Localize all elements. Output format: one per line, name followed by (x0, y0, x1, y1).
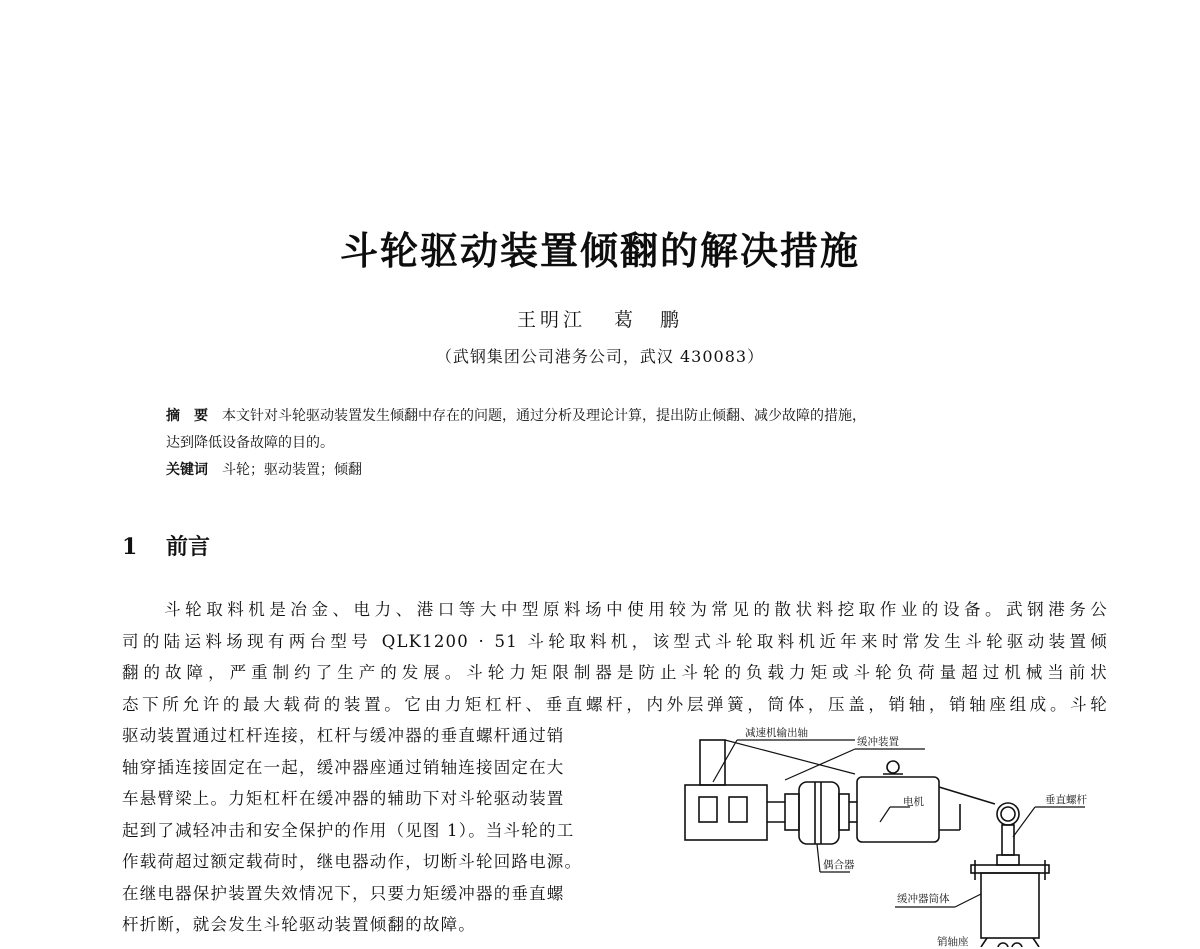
label-vertical-screw: 垂直螺杆 (1045, 794, 1087, 806)
drive-mechanism-diagram (675, 722, 1095, 947)
label-buffer-cylinder: 缓冲器筒体 (897, 893, 950, 905)
body-line: 驱动装置通过杠杆连接，杠杆与缓冲器的垂直螺杆通过销 (122, 726, 565, 745)
section-title: 前言 (166, 535, 211, 560)
keywords-value: 斗轮；驱动装置；倾翻 (222, 462, 362, 478)
keywords-label: 关键词 (166, 462, 208, 478)
body-line: 斗轮取料机是冶金、电力、港口等大中型原料场中使用较为常见的散状料挖取作业的设备。武钢港务公 (122, 600, 1108, 619)
keywords-line (166, 457, 866, 484)
label-pin-seat: 销轴座 (937, 936, 969, 948)
body-paragraph-full-width (122, 594, 1108, 720)
body-line: 车悬臂梁上。力矩杠杆在缓冲器的辅助下对斗轮驱动装置 (122, 789, 565, 808)
abstract-block (166, 403, 866, 484)
abstract-line-1 (166, 403, 866, 430)
abstract-line-2: 达到降低设备故障的目的。 (166, 435, 334, 451)
body-line: 在继电器保护装置失效情况下，只要力矩缓冲器的垂直螺 (122, 883, 565, 903)
authors (0, 305, 1200, 332)
label-motor: 电机 (903, 796, 924, 808)
author-2: 葛 鹏 (614, 309, 684, 331)
label-buffer-device: 缓冲装置 (857, 736, 899, 748)
author-1: 王明江 (516, 309, 586, 331)
body-line: 轴穿插连接固定在一起，缓冲器座通过销轴连接固定在大 (122, 757, 565, 777)
abstract-label: 摘 要 (166, 408, 208, 424)
section-number: 1 (122, 534, 138, 560)
abstract-text-1: 本文针对斗轮驱动装置发生倾翻中存在的问题，通过分析及理论计算，提出防止倾翻、减少故障的措施， (222, 408, 866, 424)
body-line: 司的陆运料场现有两台型号 QLK1200 · 51 斗轮取料机，该型式斗轮取料机近年来时常发生斗轮驱动装置倾 (122, 631, 1108, 651)
section-heading (122, 530, 210, 561)
body-line: 翻的故障，严重制约了生产的发展。斗轮力矩限制器是防止斗轮的负载力矩或斗轮负荷量超过机械当前状 (122, 663, 1108, 682)
body-line: 起到了减轻冲击和安全保护的作用（见图 1）。当斗轮的工 (122, 820, 575, 840)
body-paragraph-left-column (122, 720, 670, 941)
body-line: 态下所允许的最大载荷的装置。它由力矩杠杆、垂直螺杆，内外层弹簧，筒体，压盖，销轴，销轴座组成。斗轮 (122, 694, 1108, 714)
body-line: 杆折断，就会发生斗轮驱动装置倾翻的故障。 (122, 915, 476, 934)
paper-title: 斗轮驱动装置倾翻的解决措施 (339, 229, 860, 273)
body-line: 作载荷超过额定载荷时，继电器动作，切断斗轮回路电源。 (122, 852, 583, 871)
label-reducer-output-shaft: 减速机输出轴 (745, 727, 808, 739)
label-coupling: 偶合器 (823, 859, 855, 871)
figure-1-drive-diagram (675, 722, 1095, 947)
affiliation: （武钢集团公司港务公司，武汉 430083） (435, 347, 765, 366)
